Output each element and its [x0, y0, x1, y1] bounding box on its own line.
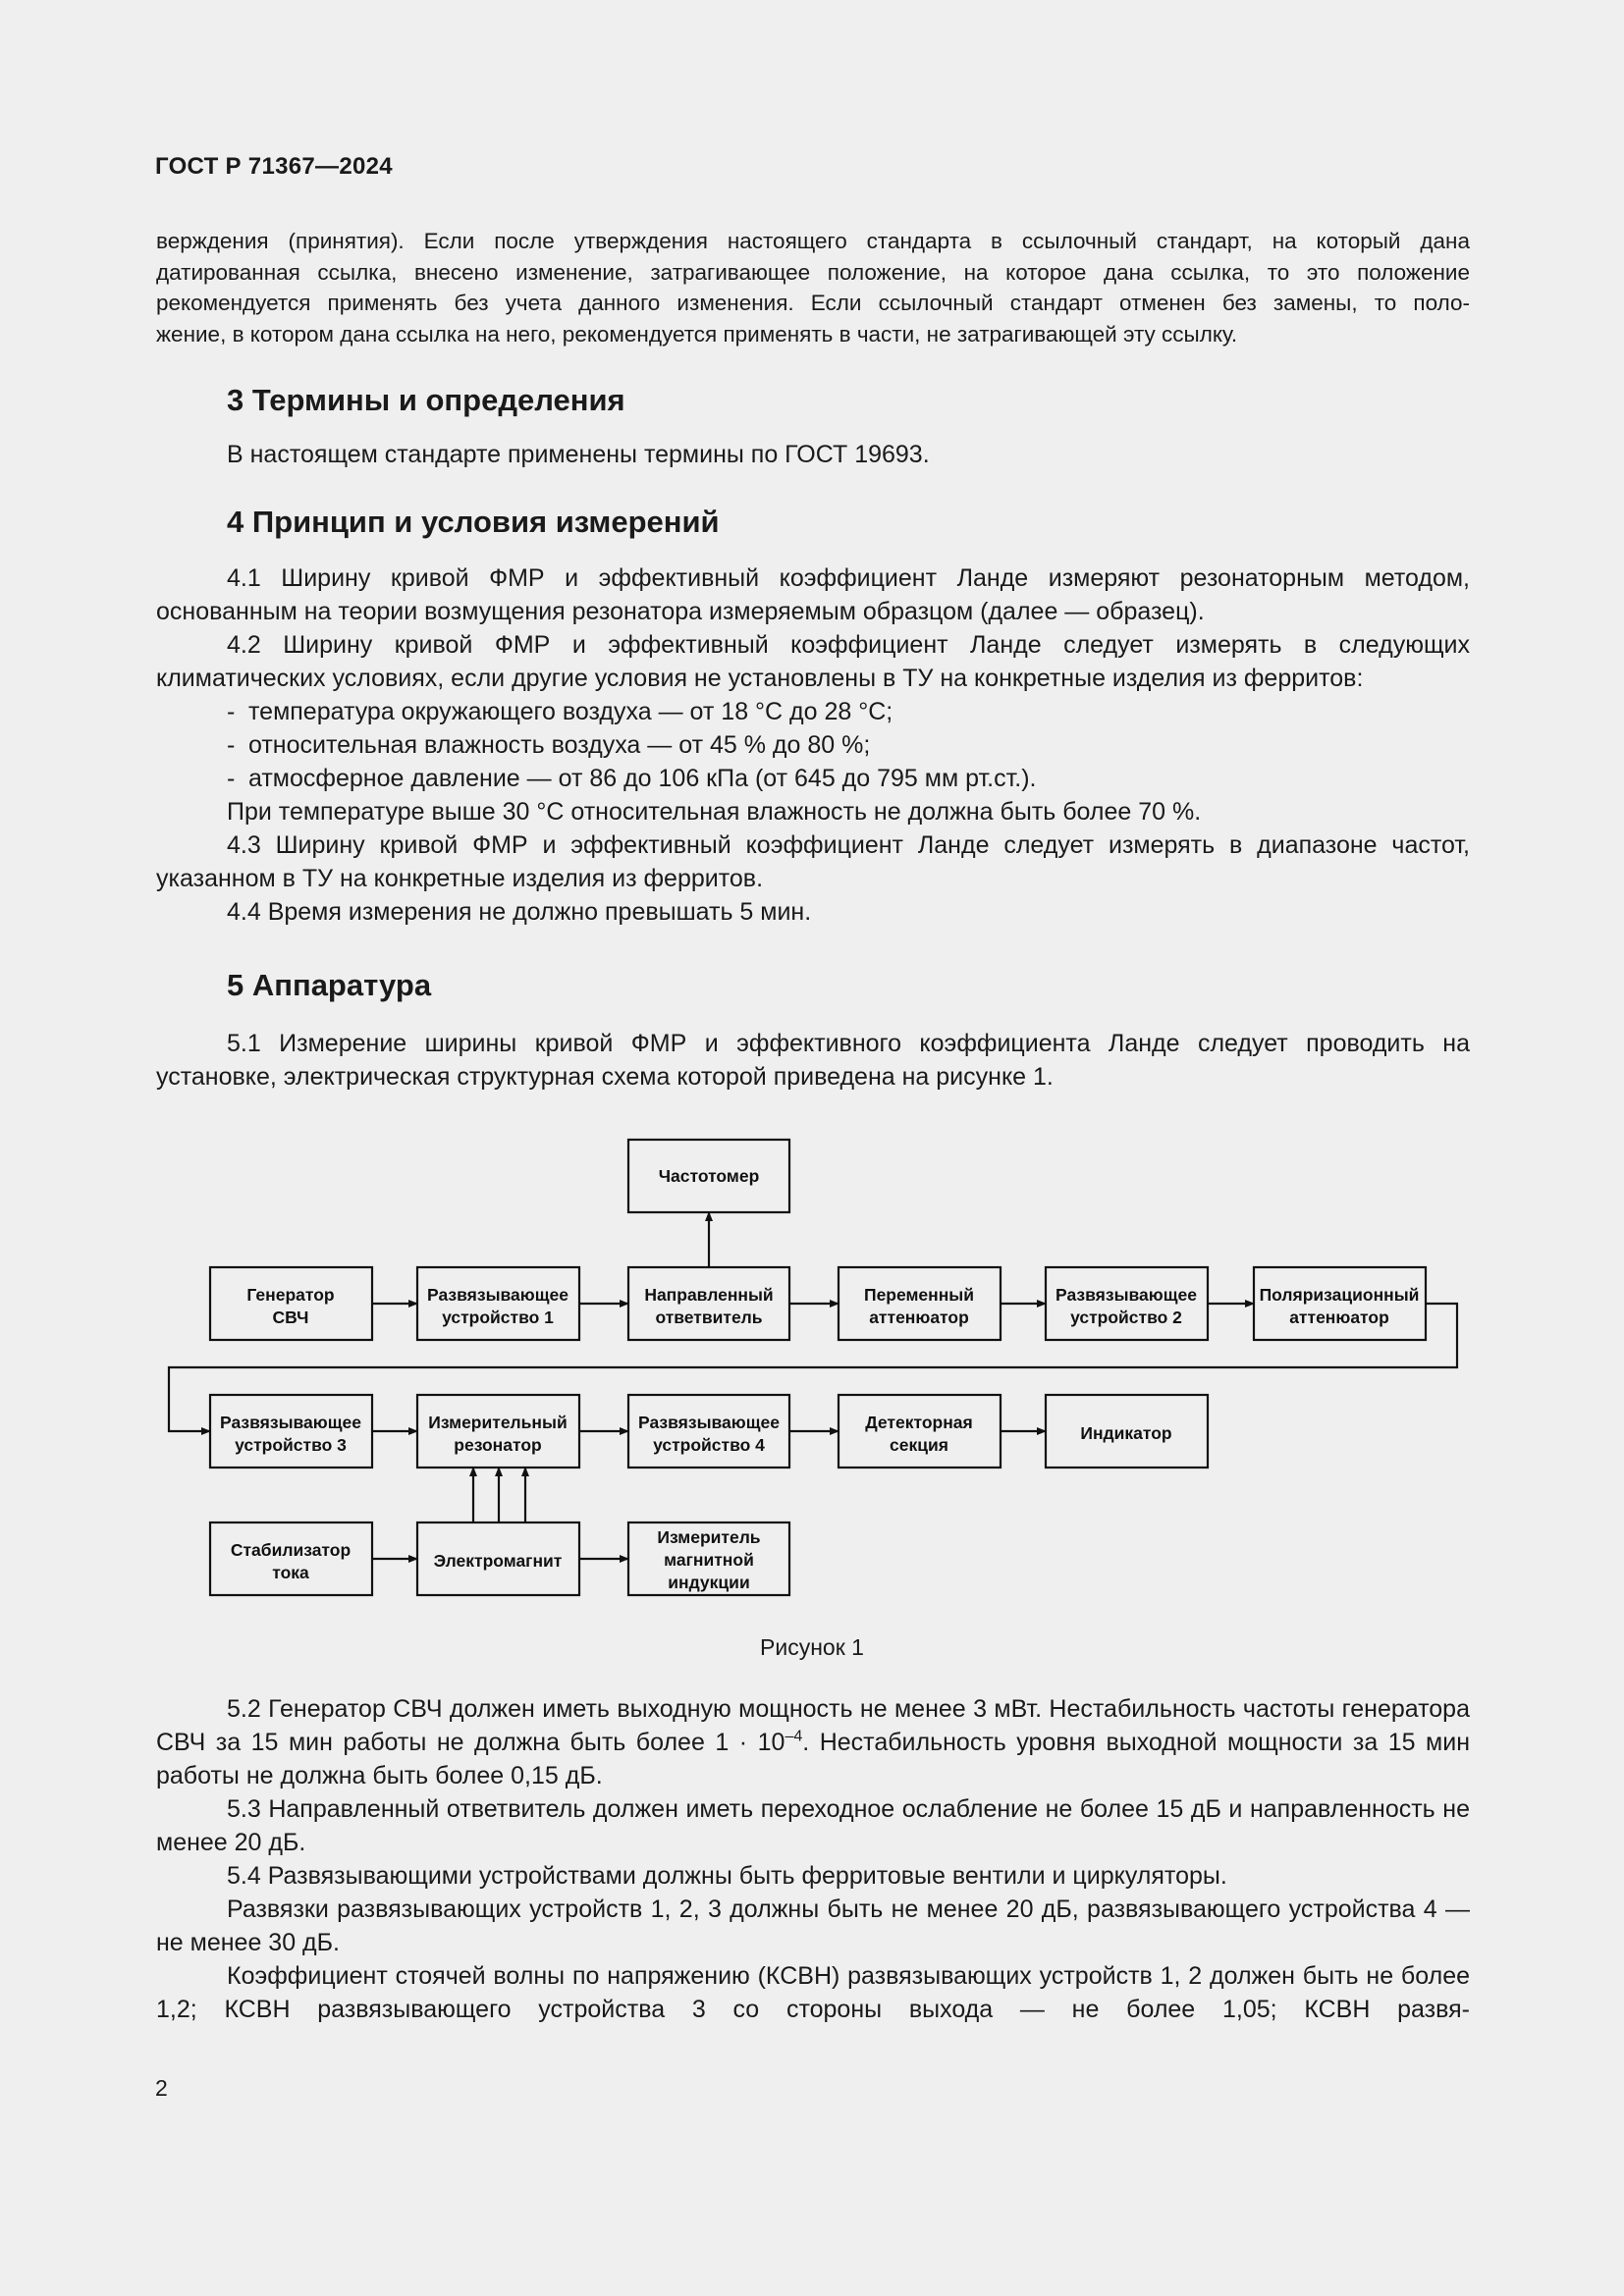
paragraph-5-1: 5.1 Измерение ширины кривой ФМР и эффективного коэффициента Ланде следует проводить на установке, электрическая структурная схема которой приведена на рисунке 1. — [156, 1030, 1470, 1091]
list-item: - атмосферное давление — от 86 до 106 кПа (от 645 до 795 мм рт.ст.). — [227, 765, 1037, 792]
label-isolator-1: устройство 1 — [442, 1308, 554, 1327]
label-detector-section: Детекторная — [865, 1413, 973, 1432]
intro-line: жение, в котором дана ссылка на него, рекомендуется применять в части, не затрагивающей эту ссылку. — [156, 321, 1238, 347]
intro-line: рекомендуется применять без учета данного изменения. Если ссылочный стандарт отменен без замены, то поло- — [156, 291, 1470, 315]
label-current-stabilizer: Стабилизатор — [230, 1540, 352, 1560]
label-directional-coupler: Направленный — [644, 1285, 774, 1305]
label-current-stabilizer: тока — [272, 1563, 309, 1582]
label-isolator-2: Развязывающее — [1056, 1285, 1197, 1305]
label-measuring-resonator: Измерительный — [428, 1413, 568, 1432]
label-electromagnet: Электромагнит — [433, 1551, 563, 1571]
paragraph-5-4-isolation: Развязки развязывающих устройств 1, 2, 3 должны быть не менее 20 дБ, развязывающего устройства 4 — не менее 30 дБ. — [156, 1896, 1470, 1956]
paragraph-5-2-part1: 5.2 Генератор СВЧ должен иметь выходную мощность не менее 3 мВт. Нестабильность частоты генератора СВЧ за 15 мин работы не должна быть более 1 · 10 — [156, 1695, 1470, 1756]
label-induction-meter: Измеритель — [657, 1527, 761, 1547]
label-isolator-2: устройство 2 — [1070, 1308, 1182, 1327]
label-isolator-3: устройство 3 — [235, 1435, 347, 1455]
paragraph-5-3: 5.3 Направленный ответвитель должен иметь переходное ослабление не более 15 дБ и направленность не менее 20 дБ. — [156, 1795, 1470, 1856]
label-polarization-attenuator: аттенюатор — [1289, 1308, 1389, 1327]
intro-line: датированная ссылка, внесено изменение, затрагивающее положение, на которое дана ссылка, то это положение — [156, 259, 1470, 285]
page-number: 2 — [155, 2075, 168, 2101]
paragraph-5-4: 5.4 Развязывающими устройствами должны быть ферритовые вентили и циркуляторы. — [227, 1862, 1227, 1890]
document-header: ГОСТ Р 71367—2024 — [155, 153, 393, 180]
paragraph-4-1: 4.1 Ширину кривой ФМР и эффективный коэффициент Ланде измеряют резонаторным методом, основанным на теории возмущения резонатора измеряемым образцом (далее — образец). — [156, 564, 1470, 625]
label-isolator-1: Развязывающее — [427, 1285, 568, 1305]
label-directional-coupler: ответвитель — [655, 1308, 763, 1327]
paragraph-5-2-part2: . Нестабильность уровня выходной мощности за 15 мин работы не должна быть более 0,15 дБ. — [156, 1729, 1470, 1789]
list-item-text: температура окружающего воздуха — от 18 °С до 28 °С; — [248, 698, 893, 725]
list-item-text: относительная влажность воздуха — от 45 % до 80 %; — [248, 731, 871, 759]
label-induction-meter: индукции — [668, 1573, 750, 1592]
paragraph-5-2 — [156, 1692, 1470, 1792]
section-3-title: 3 Термины и определения — [227, 383, 625, 417]
paragraph-4-3: 4.3 Ширину кривой ФМР и эффективный коэффициент Ланде следует измерять в диапазоне частот, указанном в ТУ на конкретные изделия из ферритов. — [156, 831, 1470, 892]
list-item-text: атмосферное давление — от 86 до 106 кПа (от 645 до 795 мм рт.ст.). — [248, 765, 1037, 792]
figure-caption: Рисунок 1 — [760, 1634, 864, 1660]
label-polarization-attenuator: Поляризационный — [1259, 1285, 1420, 1305]
paragraph-5-4-vswr: Коэффициент стоячей волны по напряжению (КСВН) развязывающих устройств 1, 2 должен быть не более 1,2; КСВН развязывающего устройства 3 со стороны выхода — не более 1,05; КСВН развя- — [156, 1962, 1470, 2023]
label-isolator-3: Развязывающее — [220, 1413, 361, 1432]
label-measuring-resonator: резонатор — [454, 1435, 542, 1455]
section-5-title: 5 Аппаратура — [227, 968, 432, 1002]
label-generator: Генератор — [246, 1285, 335, 1305]
exponent: –4 — [785, 1728, 803, 1745]
label-isolator-4: устройство 4 — [653, 1435, 765, 1455]
section-4-title: 4 Принцип и условия измерений — [227, 505, 720, 539]
label-detector-section: секция — [890, 1435, 948, 1455]
intro-line: верждения (принятия). Если после утверждения настоящего стандарта в ссылочный стандарт, на который дана — [156, 229, 1470, 253]
label-frequency-meter: Частотомер — [658, 1166, 760, 1186]
paragraph-4-4: 4.4 Время измерения не должно превышать 5 мин. — [227, 898, 812, 926]
after-figure-content — [156, 1692, 1470, 2026]
section-3-text: В настоящем стандарте применены термины по ГОСТ 19693. — [227, 441, 930, 468]
label-indicator: Индикатор — [1080, 1423, 1172, 1443]
label-generator: СВЧ — [272, 1308, 309, 1327]
list-item: - относительная влажность воздуха — от 45 % до 80 %; — [227, 731, 871, 759]
label-isolator-4: Развязывающее — [638, 1413, 780, 1432]
paragraph-4-2: 4.2 Ширину кривой ФМР и эффективный коэффициент Ланде следует измерять в следующих климатических условиях, если другие условия не установлены в ТУ на конкретные изделия из ферритов: — [156, 631, 1470, 692]
label-variable-attenuator: аттенюатор — [869, 1308, 969, 1327]
list-item: - температура окружающего воздуха — от 18 °С до 28 °С; — [227, 698, 893, 725]
paragraph-4-2-humidity: При температуре выше 30 °С относительная влажность не должна быть более 70 %. — [227, 798, 1202, 826]
label-induction-meter: магнитной — [664, 1550, 754, 1570]
connector-wrap — [169, 1304, 1457, 1431]
label-variable-attenuator: Переменный — [863, 1285, 975, 1305]
